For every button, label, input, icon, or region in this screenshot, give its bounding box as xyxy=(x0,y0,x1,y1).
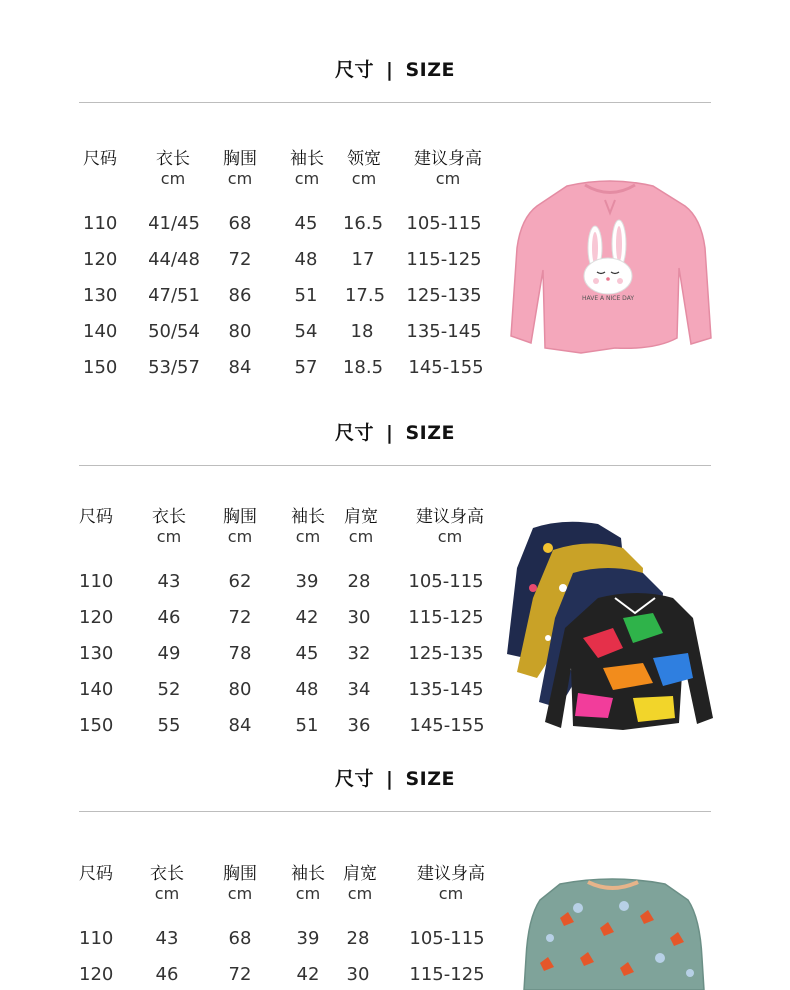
cell-length: 43 xyxy=(157,571,181,592)
section-divider xyxy=(79,102,711,103)
cell-sleeve: 57 xyxy=(294,357,318,378)
header-collar: 领宽 cm xyxy=(347,149,381,188)
title-en: SIZE xyxy=(405,768,455,790)
cell-sleeve: 51 xyxy=(294,285,318,306)
header-length: 衣长 cm xyxy=(150,864,184,903)
cell-sleeve: 42 xyxy=(295,607,319,628)
cell-chest: 78 xyxy=(228,643,252,664)
section-divider xyxy=(79,811,711,812)
cell-chest: 72 xyxy=(228,607,252,628)
header-shoulder: 肩宽 cm xyxy=(343,864,377,903)
cell-height: 145-155 xyxy=(408,357,484,378)
cell-sleeve: 42 xyxy=(296,964,320,985)
cell-sleeve: 51 xyxy=(295,715,319,736)
cell-height: 125-135 xyxy=(408,643,484,664)
cell-height: 135-145 xyxy=(408,679,484,700)
cell-sleeve: 48 xyxy=(295,679,319,700)
cell-chest: 68 xyxy=(228,213,252,234)
cell-length: 46 xyxy=(155,964,179,985)
cell-chest: 72 xyxy=(228,964,252,985)
header-sleeve: 袖长 cm xyxy=(291,507,325,546)
cell-sleeve: 48 xyxy=(294,249,318,270)
cell-size: 140 xyxy=(79,679,114,700)
cell-size: 120 xyxy=(79,964,114,985)
header-shoulder: 肩宽 cm xyxy=(344,507,378,546)
header-height: 建议身高 cm xyxy=(416,507,484,546)
cell-height: 115-125 xyxy=(409,964,485,985)
title-divider: | xyxy=(386,768,394,790)
cell-sleeve: 39 xyxy=(295,571,319,592)
header-length: 衣长 cm xyxy=(156,149,190,188)
section-title xyxy=(0,418,790,445)
header-size: 尺码 xyxy=(79,507,113,527)
section-divider xyxy=(79,465,711,466)
cell-chest: 86 xyxy=(228,285,252,306)
cell-collar: 18.5 xyxy=(342,357,384,378)
cell-length: 50/54 xyxy=(148,321,200,342)
cell-height: 105-115 xyxy=(406,213,482,234)
cell-height: 115-125 xyxy=(406,249,482,270)
cell-length: 44/48 xyxy=(148,249,200,270)
title-divider: | xyxy=(386,422,394,444)
shirt-print-text: HAVE A NICE DAY xyxy=(581,295,635,302)
cell-collar: 17 xyxy=(351,249,375,270)
section-title xyxy=(0,55,790,82)
cell-height: 105-115 xyxy=(409,928,485,949)
cell-sleeve: 54 xyxy=(294,321,318,342)
cell-chest: 80 xyxy=(228,321,252,342)
stacked-sweatshirts-image xyxy=(503,518,718,736)
cell-chest: 80 xyxy=(228,679,252,700)
cell-size: 130 xyxy=(83,285,118,306)
header-sleeve: 袖长 cm xyxy=(291,864,325,903)
cell-height: 125-135 xyxy=(406,285,482,306)
cell-shoulder: 36 xyxy=(347,715,371,736)
header-chest: 胸围 cm xyxy=(223,149,257,188)
title-en: SIZE xyxy=(405,422,455,444)
cell-length: 43 xyxy=(155,928,179,949)
cell-shoulder: 32 xyxy=(347,643,371,664)
cell-length: 53/57 xyxy=(148,357,200,378)
title-cn: 尺寸 xyxy=(335,422,375,444)
section-title xyxy=(0,764,790,791)
cell-chest: 62 xyxy=(228,571,252,592)
header-length: 衣长 cm xyxy=(152,507,186,546)
cell-size: 110 xyxy=(79,928,114,949)
cell-length: 46 xyxy=(157,607,181,628)
header-chest: 胸围 cm xyxy=(223,507,257,546)
cell-size: 140 xyxy=(83,321,118,342)
title-cn: 尺寸 xyxy=(335,768,375,790)
cell-shoulder: 30 xyxy=(346,964,370,985)
header-size: 尺码 xyxy=(79,864,113,884)
cell-size: 150 xyxy=(83,357,118,378)
cell-length: 41/45 xyxy=(148,213,200,234)
pink-bunny-sweatshirt-image xyxy=(505,178,715,358)
header-chest: 胸围 cm xyxy=(223,864,257,903)
cell-size: 120 xyxy=(83,249,118,270)
cell-length: 52 xyxy=(157,679,181,700)
header-sleeve: 袖长 cm xyxy=(290,149,324,188)
cell-height: 135-145 xyxy=(406,321,482,342)
cell-size: 110 xyxy=(79,571,114,592)
cell-shoulder: 28 xyxy=(347,571,371,592)
cell-height: 105-115 xyxy=(408,571,484,592)
title-en: SIZE xyxy=(405,59,455,81)
cell-collar: 16.5 xyxy=(342,213,384,234)
cell-shoulder: 30 xyxy=(347,607,371,628)
cell-sleeve: 45 xyxy=(295,643,319,664)
cell-height: 145-155 xyxy=(409,715,485,736)
cell-size: 110 xyxy=(83,213,118,234)
cell-chest: 84 xyxy=(228,357,252,378)
header-height: 建议身高 cm xyxy=(417,864,485,903)
title-cn: 尺寸 xyxy=(335,59,375,81)
cell-size: 130 xyxy=(79,643,114,664)
cell-collar: 17.5 xyxy=(344,285,386,306)
cell-size: 150 xyxy=(79,715,114,736)
cell-chest: 68 xyxy=(228,928,252,949)
header-height: 建议身高 cm xyxy=(414,149,482,188)
cell-length: 55 xyxy=(157,715,181,736)
cell-length: 49 xyxy=(157,643,181,664)
cell-sleeve: 39 xyxy=(296,928,320,949)
cell-size: 120 xyxy=(79,607,114,628)
cell-shoulder: 34 xyxy=(347,679,371,700)
teal-fox-sweatshirt-image xyxy=(520,878,705,990)
cell-shoulder: 28 xyxy=(346,928,370,949)
cell-length: 47/51 xyxy=(148,285,200,306)
cell-sleeve: 45 xyxy=(294,213,318,234)
cell-chest: 84 xyxy=(228,715,252,736)
title-divider: | xyxy=(386,59,394,81)
cell-chest: 72 xyxy=(228,249,252,270)
header-size: 尺码 xyxy=(83,149,117,169)
cell-height: 115-125 xyxy=(408,607,484,628)
cell-collar: 18 xyxy=(350,321,374,342)
